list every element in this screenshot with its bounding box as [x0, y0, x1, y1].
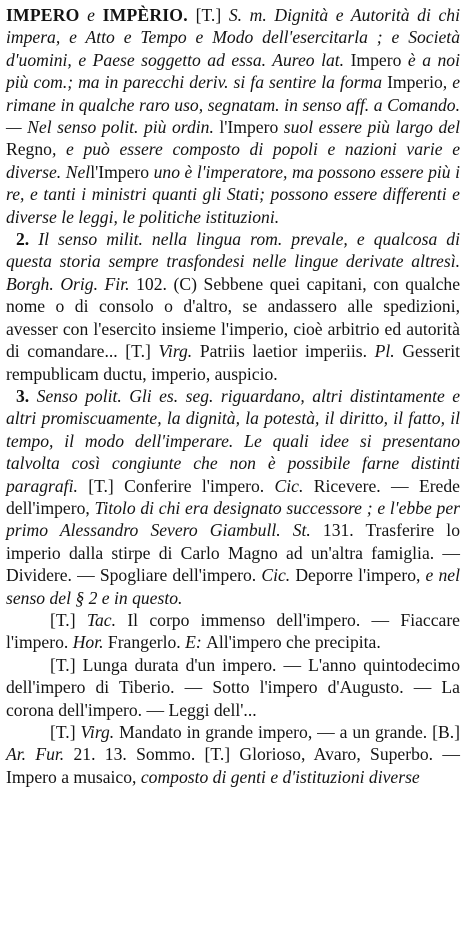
text-run: è a noi più com.; ma in parecchi deriv. si fa sentire la forma	[6, 49, 460, 93]
entry-sense-3	[6, 385, 460, 609]
text-run: Hor.	[72, 632, 108, 653]
text-run: S. m. Dignità e Autorità di chi impera, e Atto e Tempo e Modo dell'esercitarla ; e Società d'uomini, e Paese soggetto ad essa. Aureo lat.	[6, 5, 460, 70]
text-run: Cic.	[274, 475, 314, 496]
entry-subsense-2	[6, 654, 460, 721]
text-run: [T.] Lunga durata d'un impero. — L'anno quintodecimo dell'impero di Tiberio. — Sotto l'impero d'Augusto. — La corona dell'impero. — Leggi dell'...	[6, 654, 460, 720]
text-run: e	[79, 5, 103, 25]
text-run: Gesserit rempublicam ductu, imperio, auspicio.	[6, 341, 460, 384]
text-run: .	[183, 5, 196, 25]
text-run: 102. (C) Sebbene quei capitani, con qualche nome o di consolo o d'altro, se andassero alle spedizioni, avesser con l'esercito insieme l'imperio, cioè arbitrio ed autorità di comandare...	[6, 273, 460, 362]
text-run: composto di genti e d'istituzioni diverse	[140, 766, 420, 787]
text-run: uno è l'imperatore, ma possono essere più i re, e tanti i ministri quanti gli Stati; possono essere differenti e diverse le leggi, le politiche istituzioni.	[6, 161, 460, 227]
text-run: l'Impero	[90, 161, 154, 182]
text-run: Mandato in grande impero, — a un grande. [B.]	[119, 722, 460, 742]
text-run: [T.]	[195, 5, 229, 25]
text-run: [T.]	[50, 609, 87, 630]
entry-subsense-1	[6, 609, 460, 654]
text-run: E:	[185, 632, 207, 653]
text-run: Frangerlo.	[107, 632, 186, 653]
text-run: [T.] Conferire l'impero.	[88, 475, 275, 496]
text-run: 21. 13. Sommo. [T.] Glorioso, Avaro, Superbo. — Impero a musaico,	[6, 744, 460, 787]
text-run: [T.]	[125, 341, 159, 362]
text-run: IMPERO	[6, 5, 80, 25]
text-run: Il senso milit. nella lingua rom. prevale, e qualcosa di questa storia sempre trasfondesi nelle lingue derivate altresì. Borgh. Orig. Fir.	[6, 229, 460, 294]
entry-definition	[6, 4, 460, 228]
text-run: 131. Trasferire lo imperio dalla stirpe di Carlo Magno ad un'altra famiglia. — Dividere. — Spogliare dell'impero.	[6, 520, 460, 586]
text-run: Ricevere. — Erede dell'impero,	[6, 475, 460, 518]
text-run: , e rimane in qualche raro uso, segnatam. in senso aff. a Comando. — Nel senso polit. più ordin.	[6, 72, 461, 138]
text-run: Virg.	[80, 722, 120, 742]
text-run: 2.	[16, 229, 39, 250]
text-run: l'Impero	[219, 117, 284, 138]
text-run: Tac.	[86, 609, 128, 630]
text-run: Imperio	[387, 72, 443, 93]
text-run: 3.	[16, 385, 37, 406]
text-run: All'impero che precipita.	[206, 632, 381, 653]
text-run: e nel senso del § 2 e in questo.	[6, 565, 460, 608]
text-run: Il corpo immenso dell'impero. — Fiaccare l'impero.	[6, 609, 460, 653]
text-run: suol essere più largo del	[283, 117, 461, 138]
entry-sense-2	[6, 228, 460, 385]
entry-subsense-3	[6, 721, 460, 788]
text-run: Impero	[350, 49, 408, 70]
text-run: Deporre l'impero,	[295, 565, 426, 586]
text-run: Cic.	[261, 565, 296, 586]
text-run: Pl.	[374, 341, 403, 362]
text-run: IMPÈRIO	[102, 5, 184, 25]
text-run: , e può essere composto di popoli e nazioni varie e diverse. Nel	[6, 139, 460, 182]
text-run: [T.]	[50, 722, 81, 742]
text-run: Senso polit. Gli es. seg. riguardano, altri distintamente e altri promiscuamente, la dignità, la potestà, il diritto, il fatto, il tempo, il modo dell'imperare. Le quali idee si presentano talvolta così congiunte che non è possibile farne distinti paragrafi.	[6, 385, 461, 496]
text-run: Patriis laetior imperiis.	[199, 341, 375, 362]
text-run: Virg.	[158, 341, 200, 362]
text-run: Titolo di chi era designato successore ; e l'ebbe per primo Alessandro Severo Giambull. St.	[6, 497, 460, 541]
text-run: Regno	[6, 139, 52, 160]
text-run: Ar. Fur.	[6, 744, 74, 765]
